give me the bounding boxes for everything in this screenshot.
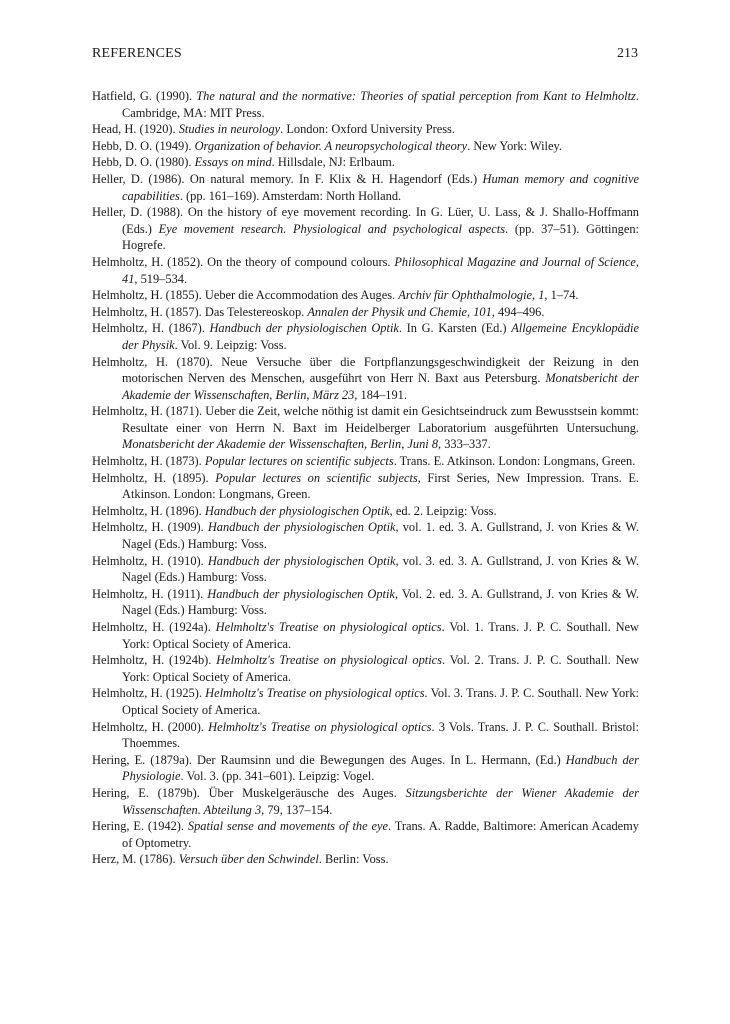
reference-text: Helmholtz, H. (1910).	[92, 553, 208, 568]
reference-text: Herz, M. (1786).	[92, 852, 179, 867]
reference-entry	[92, 171, 639, 204]
reference-text: Hering, E. (1942).	[92, 819, 188, 834]
reference-text: , 184–191.	[354, 387, 407, 402]
reference-title: Helmholtz's Treatise on physiological optics	[215, 620, 442, 634]
reference-title: Human memory and cognitive capabilities	[122, 171, 639, 203]
reference-text: Helmholtz, H. (1855). Ueber die Accommodation des Auges.	[92, 288, 399, 303]
reference-text: , vol. 3. ed. 3. A. Gullstrand, J. von Kries & W. Nagel (Eds.) Hamburg: Voss.	[122, 553, 639, 585]
reference-text: Hebb, D. O. (1949).	[92, 138, 195, 153]
reference-text: . Berlin: Voss.	[318, 852, 389, 867]
reference-title: Handbuch der physiologischen Optik	[207, 586, 395, 601]
reference-entry	[92, 254, 639, 287]
reference-title: Annalen der Physik und Chemie, 101	[307, 304, 492, 319]
reference-text: , 494–496.	[491, 304, 545, 319]
reference-entry	[92, 553, 639, 586]
reference-text: Helmholtz, H. (1909).	[92, 520, 208, 535]
reference-text: . Hillsdale, NJ: Erlbaum.	[271, 155, 395, 170]
reference-entry	[92, 785, 639, 818]
reference-text: Heller, D. (1986). On natural memory. In F. Klix & H. Hagendorf (Eds.)	[92, 171, 483, 186]
reference-entry	[92, 453, 639, 470]
reference-text: Hering, E. (1879a). Der Raumsinn und die Bewegungen des Auges. In L. Hermann, (Ed.)	[92, 752, 566, 767]
reference-text: . Vol. 2. Trans. J. P. C. Southall. New York: Optical Society of America.	[122, 653, 639, 684]
reference-text: Helmholtz, H. (1925).	[92, 686, 206, 701]
reference-entry	[92, 519, 639, 552]
reference-entry	[92, 354, 639, 404]
reference-text: , vol. 1. ed. 3. A. Gullstrand, J. von Kries & W. Nagel (Eds.) Hamburg: Voss.	[122, 520, 639, 552]
reference-text: . Vol. 1. Trans. J. P. C. Southall. New York: Optical Society of America.	[122, 620, 639, 651]
reference-title: Archiv für Ophthalmologie, 1	[398, 288, 545, 303]
reference-text: Helmholtz, H. (1873).	[92, 454, 205, 469]
reference-title: Handbuch der physiologischen Optik	[207, 520, 396, 535]
reference-text: Helmholtz, H. (1870). Neue Versuche über die Fortpflanzungsgeschwindigkeit der Reizung in den motorischen Nerven des Menschen, ausgeführt von Herr N. Baxt aus Petersburg.	[92, 354, 639, 386]
reference-entry	[92, 287, 639, 304]
reference-title: Popular lectures on scientific subjects	[204, 454, 394, 469]
reference-entry	[92, 752, 639, 785]
section-title: REFERENCES	[92, 46, 182, 61]
reference-title: Versuch über den Schwindel	[178, 852, 319, 867]
reference-title: Organization of behavior. A neuropsychological theory	[194, 138, 468, 153]
reference-text: . (pp. 161–169). Amsterdam: North Holland.	[179, 188, 402, 203]
reference-title: Helmholtz's Treatise on physiological optics	[208, 719, 432, 734]
reference-title: Eye movement research. Physiological and psychological aspects	[158, 221, 506, 236]
reference-list	[92, 88, 639, 868]
reference-entry	[92, 818, 639, 851]
reference-text: Helmholtz, H. (1895).	[92, 470, 216, 485]
reference-entry	[92, 503, 639, 520]
reference-entry	[92, 470, 639, 503]
reference-text: Head, H. (1920).	[92, 122, 179, 137]
reference-entry	[92, 204, 639, 254]
reference-title: Allgemeine Encyklopädie der Physik	[122, 321, 640, 352]
reference-title: Studies in neurology	[178, 122, 281, 137]
reference-title: Popular lectures on scientific subjects	[215, 470, 418, 485]
reference-text: . In G. Karsten (Ed.)	[398, 321, 512, 336]
reference-text: . Vol. 3. Trans. J. P. C. Southall. New York: Optical Society of America.	[122, 686, 639, 717]
reference-title: Handbuch der physiologischen Optik	[207, 553, 396, 568]
reference-text: Hatfield, G. (1990).	[92, 89, 197, 103]
reference-entry	[92, 586, 639, 619]
reference-title: Handbuch der Physiologie	[122, 752, 639, 784]
reference-title: Monatsbericht der Akademie der Wissenschaften, Berlin, März 23	[122, 371, 639, 402]
reference-entry	[92, 88, 639, 121]
reference-text: . Vol. 3. (pp. 341–601). Leipzig: Vogel.	[180, 769, 375, 784]
reference-entry	[92, 652, 639, 685]
reference-title: Monatsbericht der Akademie der Wissenschaften, Berlin, Juni 8	[122, 437, 439, 452]
reference-entry	[92, 851, 639, 868]
reference-title: Handbuch der physiologischen Optik	[204, 503, 390, 518]
running-header	[92, 46, 638, 66]
reference-text: , 519–534.	[134, 271, 188, 286]
reference-title: Helmholtz's Treatise on physiological optics	[216, 653, 442, 668]
reference-text: Helmholtz, H. (1852). On the theory of compound colours.	[92, 254, 395, 269]
reference-title: Essays on mind	[194, 155, 272, 170]
reference-text: , 1–74.	[544, 288, 579, 303]
reference-text: . Trans. A. Radde, Baltimore: American Academy of Optometry.	[122, 819, 639, 850]
reference-entry	[92, 619, 639, 652]
reference-title: Sitzungsberichte der Wiener Akademie der Wissenschaften. Abteilung 3	[122, 785, 639, 817]
reference-entry	[92, 719, 639, 752]
reference-text: . New York: Wiley.	[467, 138, 562, 153]
reference-text: Helmholtz, H. (1871). Ueber die Zeit, welche nöthig ist damit ein Gesichtseindruck zum Bewusstsein kommt: Resultate einer von Herrn N. Baxt im Heidelberger Laboratorium ausgeführten Untersuchung.	[92, 404, 639, 435]
reference-text: , 333–337.	[438, 437, 491, 452]
reference-text: Helmholtz, H. (1857). Das Telestereoskop.	[92, 304, 308, 319]
reference-entry	[92, 304, 639, 321]
reference-text: . Cambridge, MA: MIT Press.	[122, 89, 639, 120]
reference-entry	[92, 685, 639, 718]
reference-text: , 79, 137–154.	[261, 802, 333, 817]
reference-text: Helmholtz, H. (2000).	[92, 719, 209, 734]
reference-text: Hering, E. (1879b). Über Muskelgeräusche des Auges.	[92, 785, 406, 800]
reference-text: , ed. 2. Leipzig: Voss.	[389, 503, 497, 518]
reference-text: Helmholtz, H. (1911).	[92, 586, 208, 601]
reference-entry	[92, 121, 639, 138]
reference-entry	[92, 138, 639, 155]
reference-text: , Vol. 2. ed. 3. A. Gullstrand, J. von Kries & W. Nagel (Eds.) Hamburg: Voss.	[122, 586, 640, 618]
reference-entry	[92, 403, 639, 453]
reference-title: Philosophical Magazine and Journal of Science, 41	[122, 254, 639, 286]
reference-entry	[92, 154, 639, 171]
reference-title: Handbuch der physiologischen Optik	[209, 321, 399, 336]
reference-title: Spatial sense and movements of the eye	[187, 819, 388, 834]
reference-title: Helmholtz's Treatise on physiological optics	[205, 686, 425, 701]
reference-entry	[92, 320, 639, 353]
reference-text: , First Series, New Impression. Trans. E. Atkinson. London: Longmans, Green.	[122, 470, 639, 502]
page-number: 213	[617, 46, 638, 61]
reference-text: Hebb, D. O. (1980).	[92, 155, 195, 170]
reference-text: . (pp. 37–51). Göttingen: Hogrefe.	[122, 221, 639, 253]
reference-text: Helmholtz, H. (1896).	[92, 503, 205, 518]
reference-text: Helmholtz, H. (1867).	[92, 321, 210, 336]
reference-text: Helmholtz, H. (1924a).	[92, 620, 216, 634]
reference-text: . 3 Vols. Trans. J. P. C. Southall. Bristol: Thoemmes.	[122, 719, 639, 751]
reference-title: The natural and the normative: Theories of spatial perception from Kant to Helmholtz	[196, 89, 636, 103]
reference-text: . Trans. E. Atkinson. London: Longmans, Green.	[393, 454, 636, 469]
reference-text: Heller, D. (1988). On the history of eye movement recording. In G. Lüer, U. Lass, & J. Shallo-Hoffmann (Eds.)	[92, 205, 639, 236]
reference-text: . Vol. 9. Leipzig: Voss.	[174, 337, 287, 352]
reference-text: Helmholtz, H. (1924b).	[92, 653, 217, 668]
reference-text: . London: Oxford University Press.	[280, 122, 455, 137]
